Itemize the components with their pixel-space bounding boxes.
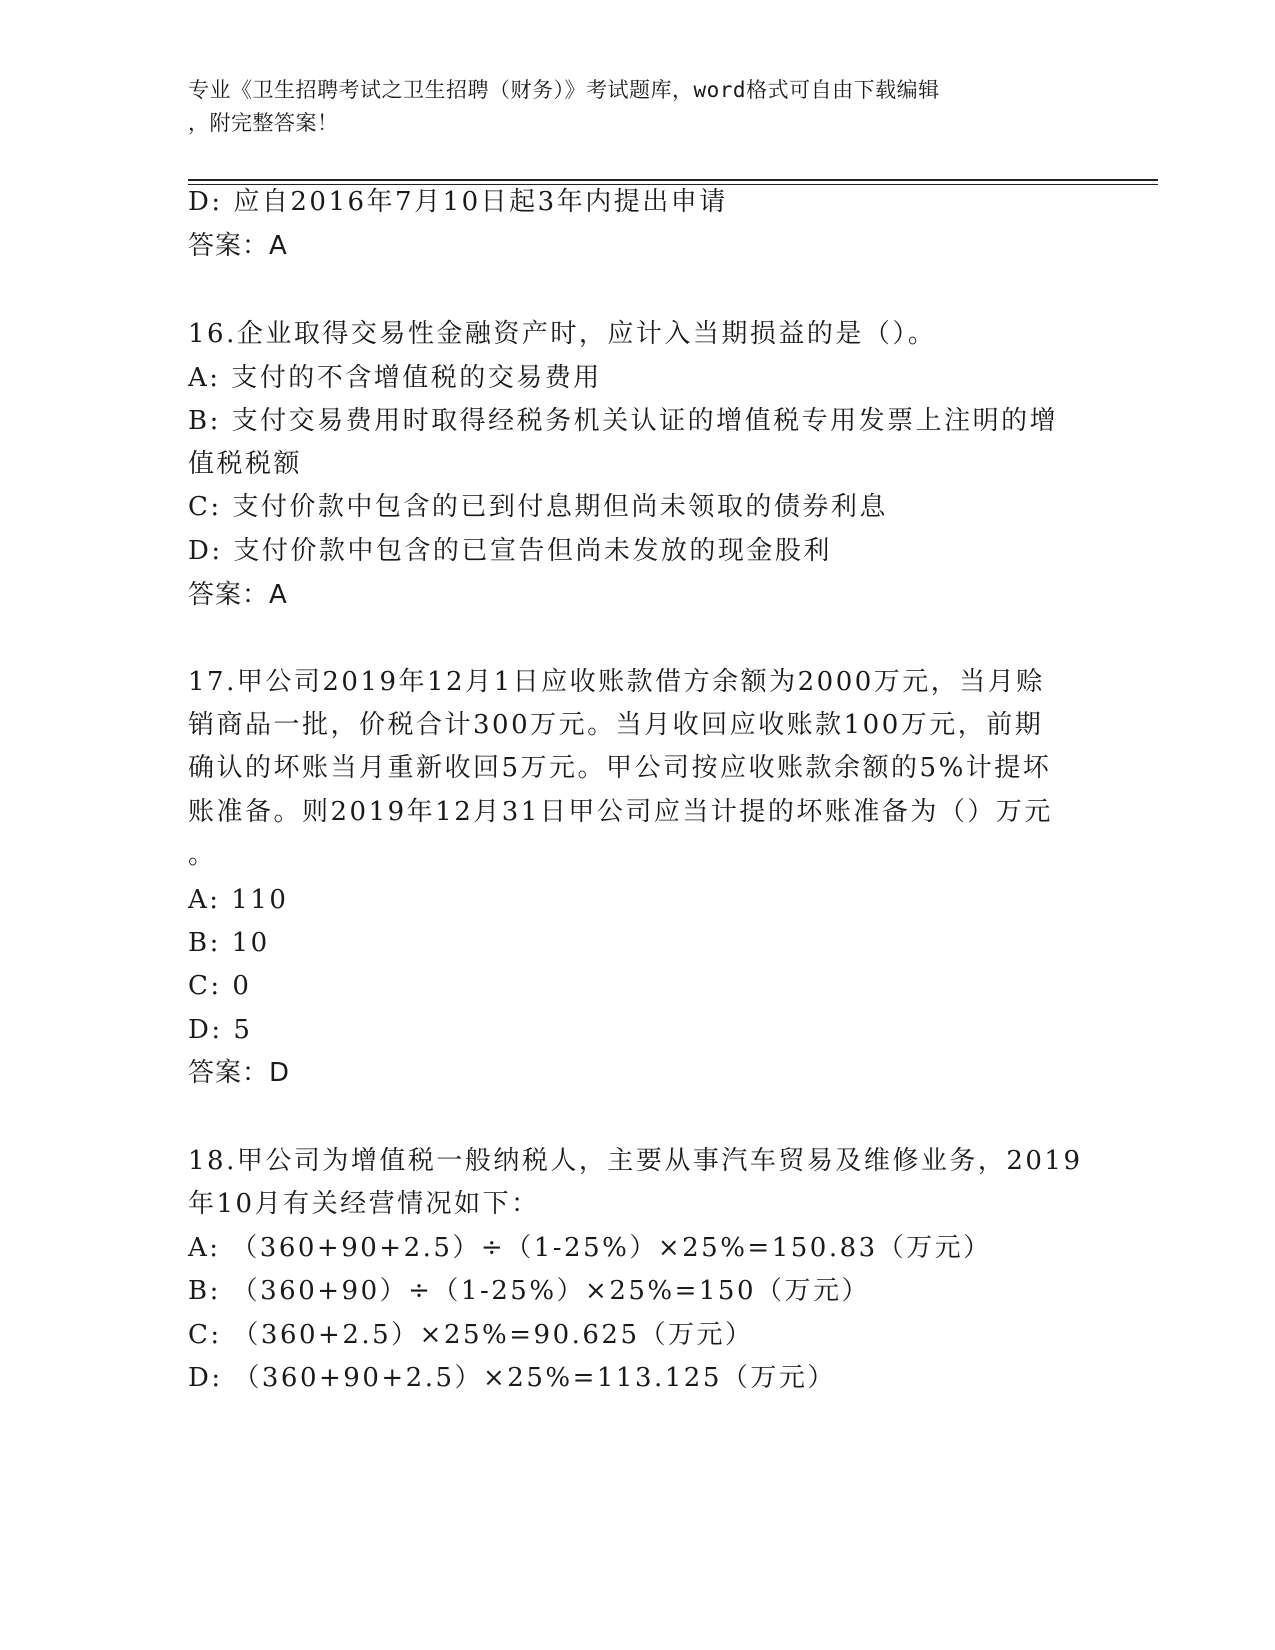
q18-stem-line-2: 年10月有关经营情况如下：	[188, 1189, 540, 1219]
header-line-2: ，附完整答案！	[188, 111, 339, 135]
document-header	[188, 74, 1068, 140]
q16-option-b-line-1: B: 支付交易费用时取得经税务机关认证的增值税专用发票上注明的增	[188, 406, 1059, 436]
header-line-1: 专业《卫生招聘考试之卫生招聘（财务）》考试题库，word格式可自由下载编辑	[188, 78, 940, 102]
q16-option-d: D: 支付价款中包含的已宣告但尚未发放的现金股利	[188, 536, 832, 566]
q18-option-a: A: （360+90+2.5）÷（1-25%）×25%=150.83（万元）	[188, 1233, 992, 1263]
header-divider-thin	[188, 184, 1158, 185]
q18-stem-line-1: 18.甲公司为增值税一般纳税人，主要从事汽车贸易及维修业务，2019	[188, 1146, 1083, 1176]
q18-option-d: D: （360+90+2.5）×25%=113.125（万元）	[188, 1363, 836, 1393]
q17-stem-line-3: 确认的坏账当月重新收回5万元。甲公司按应收账款余额的5%计提坏	[188, 753, 1052, 783]
q17-option-b: B: 10	[188, 928, 270, 958]
q16-option-c: C: 支付价款中包含的已到付息期但尚未领取的债券利息	[188, 492, 888, 522]
header-divider-thick	[188, 179, 1158, 181]
q16-stem: 16.企业取得交易性金融资产时，应计入当期损益的是（）。	[188, 319, 937, 349]
q17-option-a: A: 110	[188, 885, 289, 915]
q17-stem-line-5: 。	[188, 840, 217, 870]
q18-option-c: C: （360+2.5）×25%=90.625（万元）	[188, 1320, 754, 1350]
q17-option-d: D: 5	[188, 1015, 253, 1045]
q15-answer: 答案：A	[188, 231, 288, 261]
q15-option-d: D: 应自2016年7月10日起3年内提出申请	[188, 187, 728, 217]
q17-option-c: C: 0	[188, 971, 252, 1001]
q17-stem-line-2: 销商品一批，价税合计300万元。当月收回应收账款100万元，前期	[188, 710, 1044, 740]
q18-option-b: B: （360+90）÷（1-25%）×25%=150（万元）	[188, 1276, 871, 1306]
q16-option-b-line-2: 值税税额	[188, 449, 303, 479]
q17-stem-line-1: 17.甲公司2019年12月1日应收账款借方余额为2000万元，当月赊	[188, 667, 1045, 697]
q16-answer: 答案：A	[188, 580, 288, 610]
q17-stem-line-4: 账准备。则2019年12月31日甲公司应当计提的坏账准备为（）万元	[188, 797, 1053, 827]
q17-answer: 答案：D	[188, 1058, 291, 1088]
q16-option-a: A: 支付的不含增值税的交易费用	[188, 363, 602, 393]
